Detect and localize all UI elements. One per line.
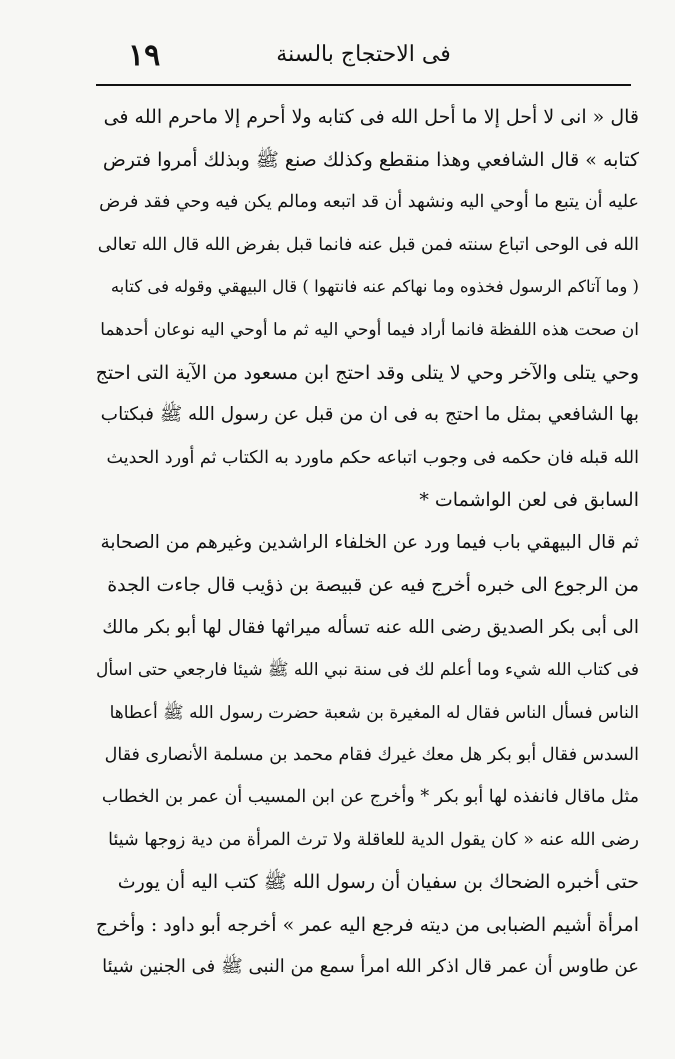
text-line: مثل ماقال فانفذه لها أبو بكر * وأخرج عن ابن المسيب أن عمر بن الخطاب [101,787,639,808]
text-line: قال « انى لا أحل إلا ما أحل الله فى كتابه ولا أحرم إلا ماحرم الله فى [103,106,639,128]
paragraph-2 [96,522,639,988]
text-line: ان صحت هذه اللفظة فانما أراد فيما أوحي اليه ثم ما أوحي اليه نوعان أحدهما [100,319,639,340]
text-line: عن طاوس أن عمر قال اذكر الله امرأ سمع من النبى ﷺ فى الجنين شيئا [102,955,639,977]
text-line: امرأة أشيم الضبابى من ديته فرجع اليه عمر » أخرجه أبو داود : وأخرج [96,913,639,936]
text-line: فى كتاب الله شيء وما أعلم لك فى سنة نبي الله ﷺ شيئا فارجعي حتى اسأل [96,660,639,681]
text-line: الى أبى بكر الصديق رضى الله عنه تسأله ميراثها فقال لها أبو بكر مالك [102,616,639,638]
text-line: ثم قال البيهقي باب فيما ورد عن الخلفاء الراشدين وغيرهم من الصحابة [100,532,639,553]
text-line: وحي يتلى والآخر وحي لا يتلى وقد احتج ابن مسعود من الآية التى احتج [96,361,639,384]
text-line: الناس فسأل الناس فقال له المغيرة بن شعبة حضرت رسول الله ﷺ أعطاها [109,702,639,723]
text-line: السدس فقال أبو بكر هل معك غيرك فقام محمد بن مسلمة الأنصارى فقال [104,744,639,765]
header-rule [96,84,631,86]
text-line: رضى الله عنه « كان يقول الدية للعاقلة ولا ترث المرأة من دية زوجها شيئا [108,829,639,850]
text-line: بها الشافعي بمثل ما احتج به فى ان من قبل عن رسول الله ﷺ فبكتاب [100,404,639,426]
text-line: ( وما آتاكم الرسول فخذوه وما نهاكم عنه فانتهوا ) قال البيهقي وقوله فى كتابه [110,277,639,297]
page-header [96,36,631,86]
text-line: كتابه » قال الشافعي وهذا منقطع وكذلك صنع ﷺ وبذلك أمروا فترض [102,148,639,171]
text-line: من الرجوع الى خبره أخرج فيه عن قبيصة بن ذؤيب قال جاءت الجدة [107,574,639,597]
text-line: الله فى الوحى اتباع سنته فمن قبل عنه فانما قبل بفرض الله قال الله تعالى [97,234,639,255]
text-line: حتى أخبره الضحاك بن سفيان أن رسول الله ﷺ كتب اليه أن يورث [117,871,639,894]
paragraph-1 [96,96,639,522]
page-number: ١٩ [128,38,161,73]
text-line: عليه أن يتبع ما أوحي اليه ونشهد أن قد اتبعه ومالم يكن فيه وحي فقد فرض [99,192,639,213]
text-line: السابق فى لعن الواشمات * [419,489,639,512]
text-line: الله قبله فان حكمه فى وجوب اتباعه حكم ماورد به الكتاب ثم أورد الحديث [106,447,639,468]
running-title: فى الاحتجاج بالسنة [276,42,451,67]
